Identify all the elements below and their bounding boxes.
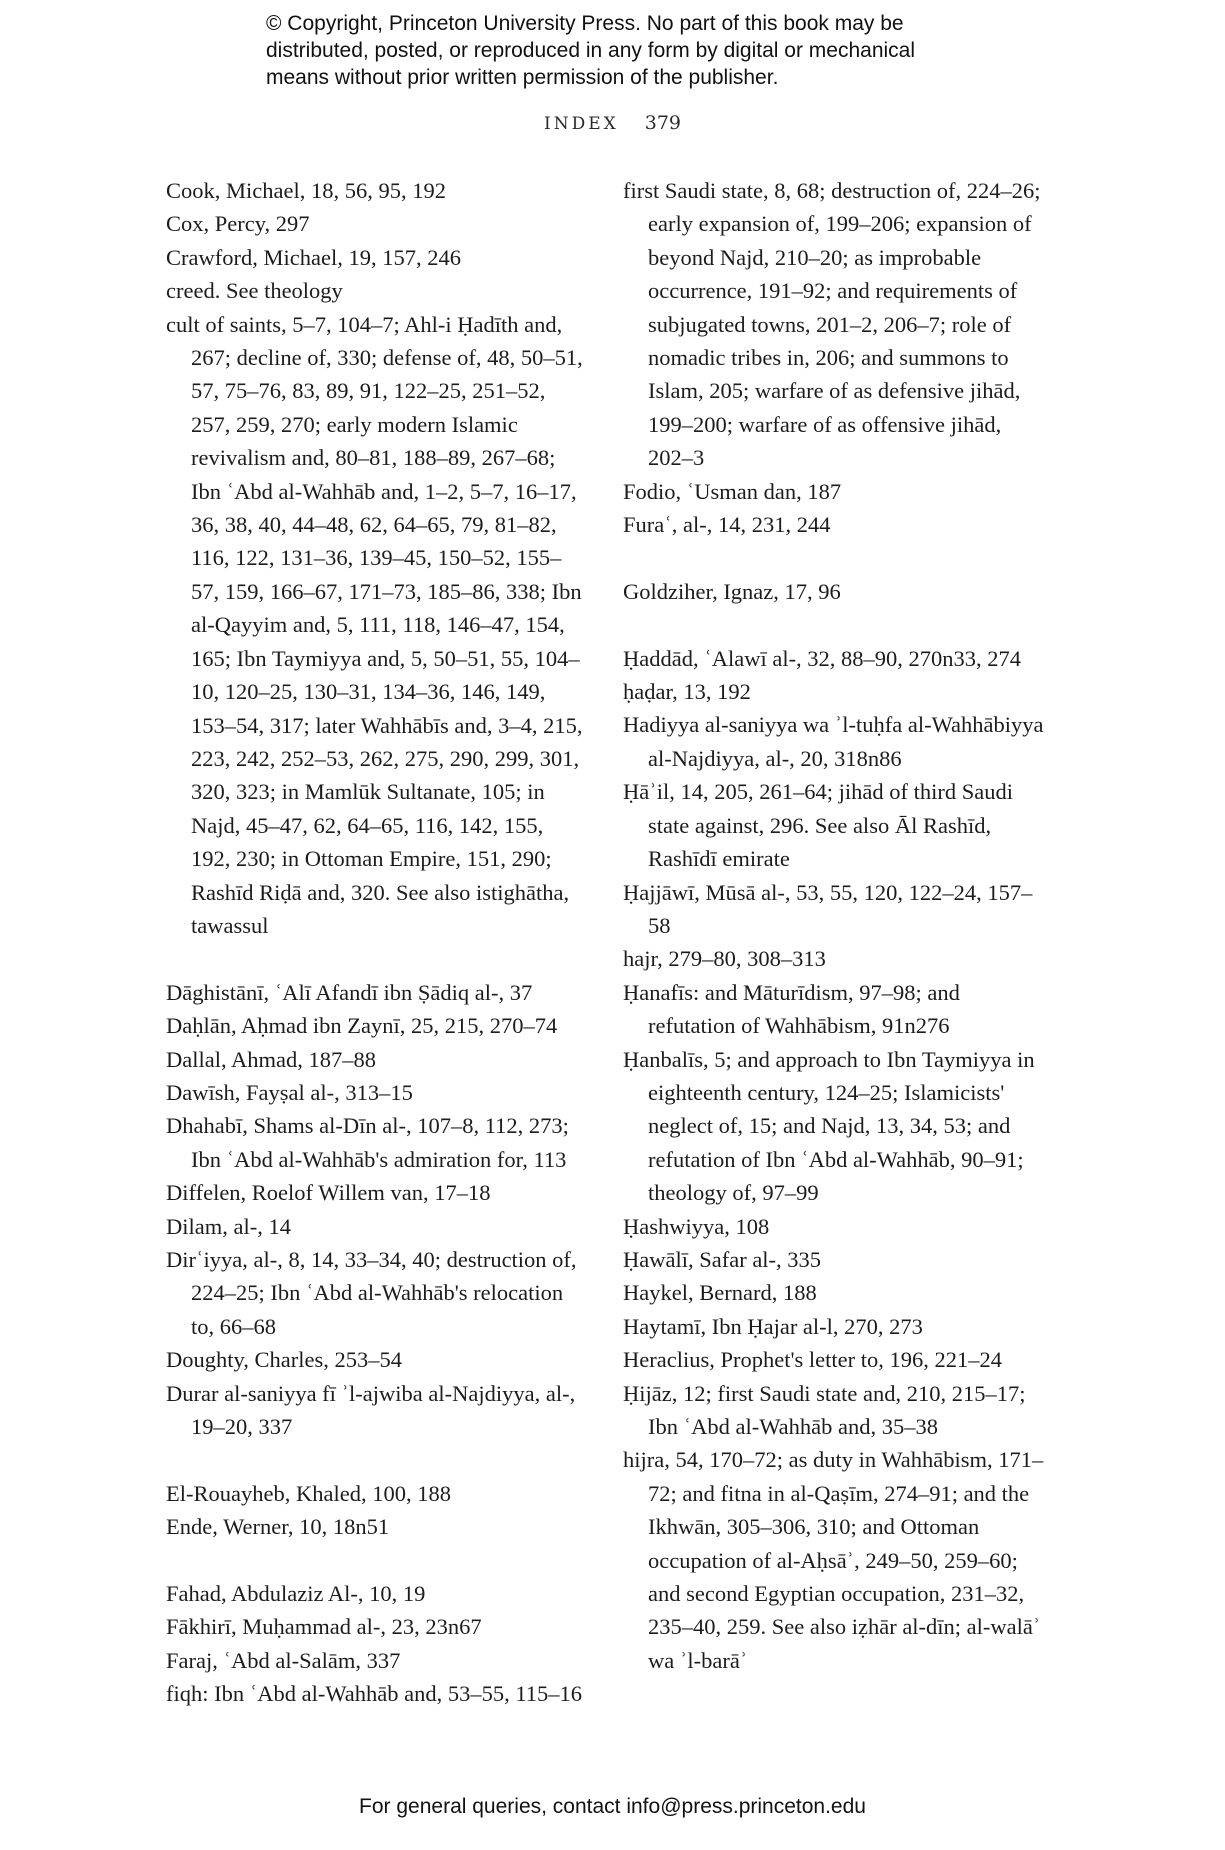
- index-entry: hajr, 279–80, 308–313: [623, 946, 826, 972]
- index-entry: ḥaḍar, 13, 192: [623, 679, 751, 705]
- index-entry: Diffelen, Roelof Willem van, 17–18: [166, 1180, 491, 1206]
- index-entry: creed. See theology: [166, 278, 343, 304]
- index-entry: Ḥāʾil, 14, 205, 261–64; jihād of third Saudi state against, 296. See also Āl Rashīd, Rashīdī emirate: [623, 779, 1013, 872]
- copyright-line-1: © Copyright, Princeton University Press. No part of this book may be: [266, 12, 904, 35]
- index-entry: Furaʿ, al-, 14, 231, 244: [623, 512, 831, 538]
- index-entry: Dhahabī, Shams al-Dīn al-, 107–8, 112, 273; Ibn ʿAbd al-Wahhāb's admiration for, 113: [166, 1113, 569, 1172]
- index-entry: Haytamī, Ibn Ḥajar al-l, 270, 273: [623, 1313, 923, 1339]
- index-entry: Dawīsh, Fayṣal al-, 313–15: [166, 1079, 413, 1105]
- index-column-left: [166, 174, 586, 1711]
- footer-contact: For general queries, contact info@press.princeton.edu: [359, 1795, 866, 1818]
- index-entry: Daḥlān, Aḥmad ibn Zaynī, 25, 215, 270–74: [166, 1013, 558, 1039]
- copyright-line-3: means without prior written permission of the publisher.: [266, 66, 779, 89]
- index-entry: fiqh: Ibn ʿAbd al-Wahhāb and, 53–55, 115–16: [166, 1681, 583, 1707]
- copyright-notice: [266, 10, 986, 91]
- index-entry: Ḥijāz, 12; first Saudi state and, 210, 215–17; Ibn ʿAbd al-Wahhāb and, 35–38: [623, 1380, 1026, 1439]
- index-entry: hijra, 54, 170–72; as duty in Wahhābism, 171–72; and fitna in al-Qaṣīm, 274–91; and the Ikhwān, 305–306, 310; and Ottoman occupation of al-Aḥsāʾ, 249–50, 259–60; and second Egyptian occupation, 231–32, 235–40, 259. See also iẓhār al-dīn; al-walāʾ wa ʾl-barāʾ: [623, 1447, 1044, 1673]
- index-entry: Ḥawālī, Safar al-, 335: [623, 1246, 822, 1272]
- index-entry: Haykel, Bernard, 188: [623, 1280, 817, 1306]
- index-entry: Cox, Percy, 297: [166, 211, 310, 237]
- index-entry: Ḥanbalīs, 5; and approach to Ibn Taymiyya in eighteenth century, 124–25; Islamicists' neglect of, 15; and Najd, 13, 34, 53; and refutation of Ibn ʿAbd al-Wahhāb, 90–91; theology of, 97–99: [623, 1046, 1035, 1206]
- index-entry: Dāghistānī, ʿAlī Afandī ibn Ṣādiq al-, 37: [166, 979, 533, 1005]
- copyright-line-2: distributed, posted, or reproduced in any form by digital or mechanical: [266, 39, 916, 62]
- index-entry: Fodio, ʿUsman dan, 187: [623, 478, 842, 504]
- index-entry: Dirʿiyya, al-, 8, 14, 33–34, 40; destruction of, 224–25; Ibn ʿAbd al-Wahhāb's relocation to, 66–68: [166, 1246, 577, 1339]
- index-entry: Ende, Werner, 10, 18n51: [166, 1514, 390, 1540]
- index-entry: Doughty, Charles, 253–54: [166, 1347, 403, 1373]
- index-entry: Hadiyya al-saniyya wa ʾl-tuḥfa al-Wahhābiyya al-Najdiyya, al-, 20, 318n86: [623, 712, 1044, 771]
- index-entry: Dilam, al-, 14: [166, 1213, 291, 1239]
- index-entry: Fākhirī, Muḥammad al-, 23, 23n67: [166, 1614, 482, 1640]
- index-entry: Crawford, Michael, 19, 157, 246: [166, 244, 461, 270]
- index-entry: Cook, Michael, 18, 56, 95, 192: [166, 178, 446, 203]
- index-entry: cult of saints, 5–7, 104–7; Ahl-i Ḥadīth and, 267; decline of, 330; defense of, 48, 50–51, 57, 75–76, 83, 89, 91, 122–25, 251–52, 257, 259, 270; early modern Islamic revivalism and, 80–81, 188–89, 267–68; Ibn ʿAbd al-Wahhāb and, 1–2, 5–7, 16–17, 36, 38, 40, 44–48, 62, 64–65, 79, 81–82, 116, 122, 131–36, 139–45, 150–52, 155–57, 159, 166–67, 171–73, 185–86, 338; Ibn al-Qayyim and, 5, 111, 118, 146–47, 154, 165; Ibn Taymiyya and, 5, 50–51, 55, 104–10, 120–25, 130–31, 134–36, 146, 149, 153–54, 317; later Wahhābīs and, 3–4, 215, 223, 242, 252–53, 262, 275, 290, 299, 301, 320, 323; in Mamlūk Sultanate, 105; in Najd, 45–47, 62, 64–65, 116, 142, 155, 192, 230; in Ottoman Empire, 151, 290; Rashīd Riḍā and, 320. See also istighātha, tawassul: [166, 311, 583, 938]
- page-number: 379: [644, 112, 681, 134]
- index-entry: Fahad, Abdulaziz Al-, 10, 19: [166, 1581, 426, 1607]
- index-entry: Faraj, ʿAbd al-Salām, 337: [166, 1647, 401, 1673]
- index-entry: Heraclius, Prophet's letter to, 196, 221–24: [623, 1347, 1002, 1373]
- index-entry: Goldziher, Ignaz, 17, 96: [623, 578, 841, 604]
- index-entry: Ḥanafīs: and Māturīdism, 97–98; and refutation of Wahhābism, 91n276: [623, 979, 960, 1039]
- index-entry: El-Rouayheb, Khaled, 100, 188: [166, 1480, 451, 1506]
- index-entry: Ḥaddād, ʿAlawī al-, 32, 88–90, 270n33, 274: [623, 645, 1022, 671]
- index-entry: Dallal, Ahmad, 187–88: [166, 1046, 376, 1072]
- index-entry: first Saudi state, 8, 68; destruction of, 224–26; early expansion of, 199–206; expansion of beyond Najd, 210–20; as improbable occurrence, 191–92; and requirements of subjugated towns, 201–2, 206–7; role of nomadic tribes in, 206; and summons to Islam, 205; warfare of as defensive jihād, 199–200; warfare of as offensive jihād, 202–3: [623, 178, 1041, 471]
- index-entry: Ḥajjāwī, Mūsā al-, 53, 55, 120, 122–24, 157–58: [623, 879, 1033, 938]
- running-head: [0, 112, 1225, 134]
- index-entry: Ḥashwiyya, 108: [623, 1213, 770, 1239]
- index-entry: Durar al-saniyya fī ʾl-ajwiba al-Najdiyya, al-, 19–20, 337: [166, 1380, 576, 1440]
- index-column-right: [623, 174, 1048, 1677]
- running-head-label: INDEX: [544, 114, 619, 134]
